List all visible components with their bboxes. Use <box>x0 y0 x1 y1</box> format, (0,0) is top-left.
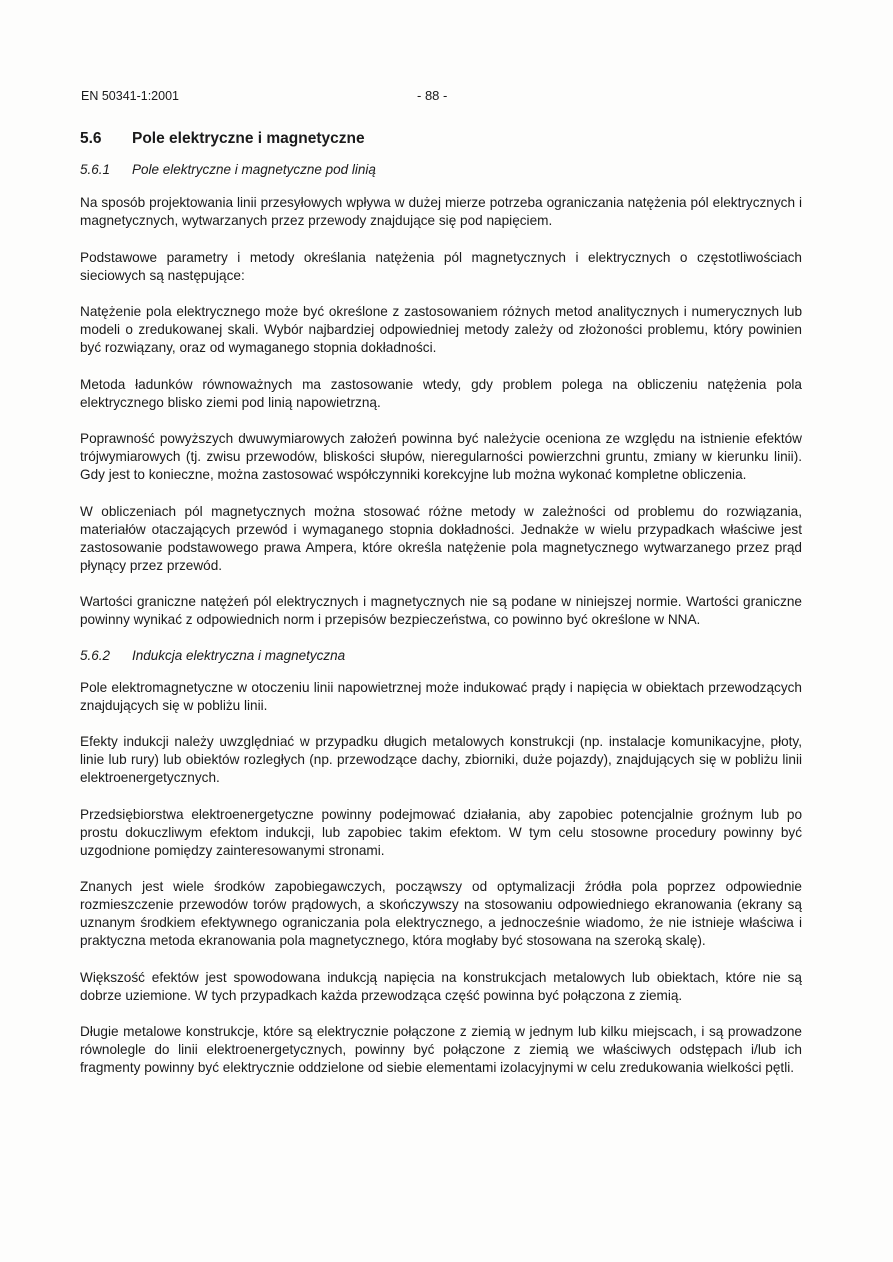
subsection-title: Indukcja elektryczna i magnetyczna <box>132 647 346 663</box>
paragraph: Poprawność powyższych dwuwymiarowych założeń powinna być należycie oceniona ze względu na istnienie efektów trójwymiarowych (tj. zwisu przewodów, bliskości słupów, nieregularności powierzchni gruntu, zmiany w kierunku linii). Gdy jest to konieczne, można zastosować współczynniki korekcyjne lub można wykonać kompletne obliczenia. <box>80 431 802 482</box>
paragraph: Na sposób projektowania linii przesyłowych wpływa w dużej mierze potrzeba ograniczania natężenia pól elektrycznych i magnetycznych, wytwarzanych przez przewody znajdujące się pod napięciem. <box>80 195 802 228</box>
paragraph: Pole elektromagnetyczne w otoczeniu linii napowietrznej może indukować prądy i napięcia w obiektach przewodzących znajdujących się w pobliżu linii. <box>80 679 802 713</box>
paragraph: Większość efektów jest spowodowana indukcją napięcia na konstrukcjach metalowych lub obiektach, które nie są dobrze uziemione. W tych przypadkach każda przewodząca część powinna być połączona z ziemią. <box>80 969 802 1003</box>
paragraph: Wartości graniczne natężeń pól elektrycznych i magnetycznych nie są podane w niniejszej normie. Wartości graniczne powinny wynikać z odpowiednich norm i przepisów bezpieczeństwa, co powinno być określone w NNA. <box>80 594 802 627</box>
page-content <box>80 130 802 1096</box>
section-number: 5.6 <box>80 130 102 147</box>
page-number: - 88 - <box>417 88 448 103</box>
subsection-title: Pole elektryczne i magnetyczne pod linią <box>132 162 376 177</box>
paragraph: Efekty indukcji należy uwzględniać w przypadku długich metalowych konstrukcji (np. instalacje komunikacyjne, płoty, linie lub rury) lub obiektów rozległych (np. przewodzące dachy, zbiorniki, duże pojazdy), znajdujących się w pobliżu linii elektroenergetycznych. <box>80 734 802 785</box>
paragraph: Znanych jest wiele środków zapobiegawczych, począwszy od optymalizacji źródła pola poprzez odpowiednie rozmieszczenie przewodów torów prądowych, a skończywszy na stosowaniu odpowiedniego ekranowania (ekrany są uznanym środkiem efektywnego ograniczania pola elektrycznego, a jednocześnie wiadomo, że nie istnieje właściwa i praktyczna metoda ekranowania pola magnetycznego, która mogłaby być stosowana na szeroką skalę). <box>80 879 802 948</box>
subsection-heading <box>80 648 802 663</box>
section-title: Pole elektryczne i magnetyczne <box>132 130 365 147</box>
paragraph: W obliczeniach pól magnetycznych można stosować różne metody w zależności od problemu do rozwiązania, materiałów otaczających przewód i wymaganego stopnia dokładności. Jednakże w wielu przypadkach właściwe jest zastosowanie podstawowego prawa Ampera, które określa natężenie pola magnetycznego wytwarzanego przez prąd płynący przez przewód. <box>80 503 802 573</box>
section-heading <box>80 130 802 148</box>
paragraph: Podstawowe parametry i metody określania natężenia pól magnetycznych i elektrycznych o częstotliwościach sieciowych są następujące: <box>80 249 802 283</box>
paragraph: Przedsiębiorstwa elektroenergetyczne powinny podejmować działania, aby zapobiec potencjalnie groźnym lub po prostu dokuczliwym efektom indukcji, lub zapobiec takim efektom. W tym celu stosowne procedury powinny być uzgodnione pomiędzy zainteresowanymi stronami. <box>80 806 802 858</box>
paragraph: Metoda ładunków równoważnych ma zastosowanie wtedy, gdy problem polega na obliczeniu natężenia pola elektrycznego blisko ziemi pod linią napowietrzną. <box>80 376 802 410</box>
subsection-heading <box>80 162 802 177</box>
paragraph: Natężenie pola elektrycznego może być określone z zastosowaniem różnych metod analitycznych i numerycznych lub modeli o zredukowanej skali. Wybór najbardziej odpowiedniej metody zależy od złożoności problemu, który powinien być rozwiązany, oraz od wymaganego stopnia dokładności. <box>80 304 802 355</box>
subsection-number: 5.6.1 <box>80 162 111 177</box>
subsection-number: 5.6.2 <box>80 647 111 663</box>
paragraph: Długie metalowe konstrukcje, które są elektrycznie połączone z ziemią w jednym lub kilku miejscach, i są prowadzone równolegle do linii elektroenergetycznych, powinny być połączone z ziemią we właściwych odstępach i/lub ich fragmenty powinny być elektrycznie oddzielone od siebie elementami izolacyjnymi w celu zredukowania wielkości pętli. <box>80 1024 802 1075</box>
document-id: EN 50341-1:2001 <box>81 89 179 103</box>
